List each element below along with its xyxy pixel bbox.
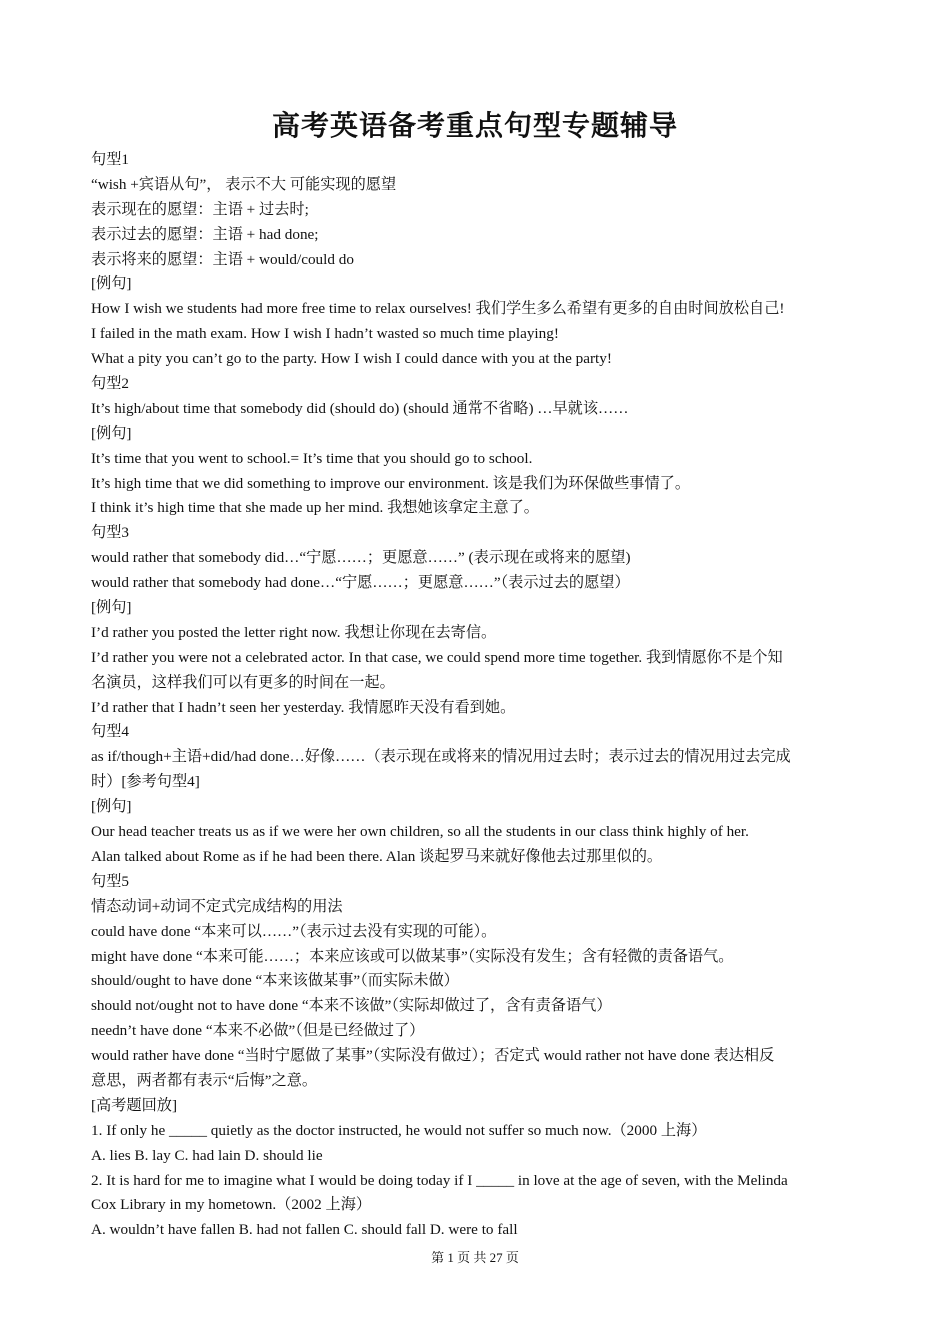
text-line — [91, 745, 863, 770]
text-line — [91, 596, 863, 621]
text-line-content: I failed in the math exam. How I wish I hadn’t wasted so much time playing! — [91, 325, 559, 343]
text-line-content: I’d rather you were not a celebrated actor. In that case, we could spend more time together. 我到情愿你不是个知 — [91, 648, 783, 666]
text-line-content: I think it’s high time that she made up her mind. 我想她该拿定主意了。 — [91, 499, 539, 517]
text-line-content: would rather that somebody did…“宁愿……；更愿意……” (表示现在或将来的愿望) — [91, 549, 631, 567]
text-line — [91, 870, 863, 895]
text-line — [91, 770, 863, 795]
text-line-content: I’d rather that I hadn’t seen her yesterday. 我情愿昨天没有看到她。 — [91, 698, 516, 716]
text-line-content: It’s high/about time that somebody did (should do) (should 通常不省略) …早就该…… — [91, 399, 629, 417]
text-line-content: might have done “本来可能……；本来应该或可以做某事”（实际没有发生；含有轻微的责备语气。 — [91, 947, 734, 965]
text-line-content: Alan talked about Rome as if he had been there. Alan 谈起罗马来就好像他去过那里似的。 — [91, 847, 663, 865]
text-line-content: [例句] — [91, 275, 132, 293]
text-line-content: What a pity you can’t go to the party. How I wish I could dance with you at the party! — [91, 350, 612, 368]
text-line-content: [高考题回放] — [91, 1096, 178, 1114]
text-line — [91, 845, 863, 870]
text-line — [91, 1044, 863, 1069]
text-line-content: 句型2 — [91, 375, 129, 393]
text-line — [91, 173, 863, 198]
text-line — [91, 297, 863, 322]
text-line — [91, 272, 863, 297]
text-line-content: as if/though+主语+did/had done…好像……（表示现在或将来的情况用过去时；表示过去的情况用过去完成 — [91, 748, 791, 766]
text-line — [91, 496, 863, 521]
text-line-content: 句型3 — [91, 524, 129, 542]
text-line-content: [例句] — [91, 424, 132, 442]
text-line-content: 表示过去的愿望：主语 + had done; — [91, 225, 319, 243]
text-line — [91, 1094, 863, 1119]
text-line — [91, 546, 863, 571]
text-line — [91, 372, 863, 397]
text-line-content: should/ought to have done “本来该做某事”（而实际未做） — [91, 972, 459, 990]
page-footer: 第 1 页 共 27 页 — [431, 1250, 519, 1265]
text-line — [91, 671, 863, 696]
text-line-content: 时）[参考句型4] — [91, 773, 200, 791]
text-line — [91, 1144, 863, 1169]
text-line — [91, 472, 863, 497]
text-line-content: 情态动词+动词不定式完成结构的用法 — [91, 897, 343, 915]
text-line — [91, 1193, 863, 1218]
text-line-content: 2. It is hard for me to imagine what I would be doing today if I _____ in love at the age of seven, with the Melinda — [91, 1171, 788, 1189]
text-line — [91, 198, 863, 223]
text-line-content: Cox Library in my hometown.（2002 上海） — [91, 1196, 372, 1214]
text-line-content: should not/ought not to have done “本来不该做”（实际却做过了，含有责备语气） — [91, 997, 612, 1015]
text-line-content: 1. If only he _____ quietly as the doctor instructed, he would not suffer so much now.（2000 上海） — [91, 1121, 707, 1139]
text-line — [91, 223, 863, 248]
text-line-content: Our head teacher treats us as if we were her own children, so all the students in our class think highly of her. — [91, 823, 749, 841]
text-line — [91, 148, 863, 173]
text-line-content: How I wish we students had more free time to relax ourselves! 我们学生多么希望有更多的自由时间放松自己! — [91, 300, 785, 318]
text-line — [91, 248, 863, 273]
text-line-content: would rather have done “当时宁愿做了某事”（实际没有做过）；否定式 would rather not have done 表达相反 — [91, 1047, 775, 1065]
document-body — [91, 148, 863, 1243]
text-line-content: A. lies B. lay C. had lain D. should lie — [91, 1146, 323, 1164]
text-line — [91, 969, 863, 994]
text-line-content: [例句] — [91, 599, 132, 617]
text-line — [91, 1218, 863, 1243]
text-line — [91, 422, 863, 447]
text-line — [91, 795, 863, 820]
text-line-content: 句型1 — [91, 151, 129, 168]
text-line-content: I’d rather you posted the letter right now. 我想让你现在去寄信。 — [91, 623, 497, 641]
document-title: 高考英语备考重点句型专题辅导 — [271, 109, 678, 142]
text-line-content: needn’t have done “本来不必做”（但是已经做过了） — [91, 1022, 425, 1040]
text-line — [91, 322, 863, 347]
text-line-content: It’s time that you went to school.= It’s time that you should go to school. — [91, 449, 533, 467]
text-line — [91, 1169, 863, 1194]
text-line-content: 句型5 — [91, 872, 129, 890]
text-line — [91, 994, 863, 1019]
text-line — [91, 895, 863, 920]
text-line-content: 表示将来的愿望：主语 + would/could do — [91, 250, 354, 268]
text-line — [91, 1069, 863, 1094]
text-line — [91, 397, 863, 422]
text-line — [91, 720, 863, 745]
text-line-content: would rather that somebody had done…“宁愿……；更愿意……”（表示过去的愿望） — [91, 574, 630, 592]
text-line — [91, 621, 863, 646]
text-line — [91, 646, 863, 671]
text-line — [91, 571, 863, 596]
text-line — [91, 1119, 863, 1144]
text-line-content: 名演员，这样我们可以有更多的时间在一起。 — [91, 673, 395, 691]
text-line — [91, 447, 863, 472]
text-line-content: 意思，两者都有表示“后悔”之意。 — [91, 1071, 318, 1089]
text-line — [91, 920, 863, 945]
text-line — [91, 696, 863, 721]
text-line — [91, 820, 863, 845]
text-line-content: It’s high time that we did something to improve our environment. 该是我们为环保做些事情了。 — [91, 474, 691, 492]
text-line-content: 表示现在的愿望：主语 + 过去时; — [91, 200, 309, 218]
text-line-content: A. wouldn’t have fallen B. had not fallen C. should fall D. were to fall — [91, 1221, 518, 1239]
text-line-content: “wish +宾语从句”， 表示不大 可能实现的愿望 — [91, 175, 397, 193]
text-line — [91, 347, 863, 372]
text-line-content: could have done “本来可以……”（表示过去没有实现的可能）。 — [91, 922, 497, 940]
text-line — [91, 521, 863, 546]
text-line-content: [例句] — [91, 798, 132, 816]
text-line — [91, 945, 863, 970]
text-line-content: 句型4 — [91, 723, 129, 741]
text-line — [91, 1019, 863, 1044]
